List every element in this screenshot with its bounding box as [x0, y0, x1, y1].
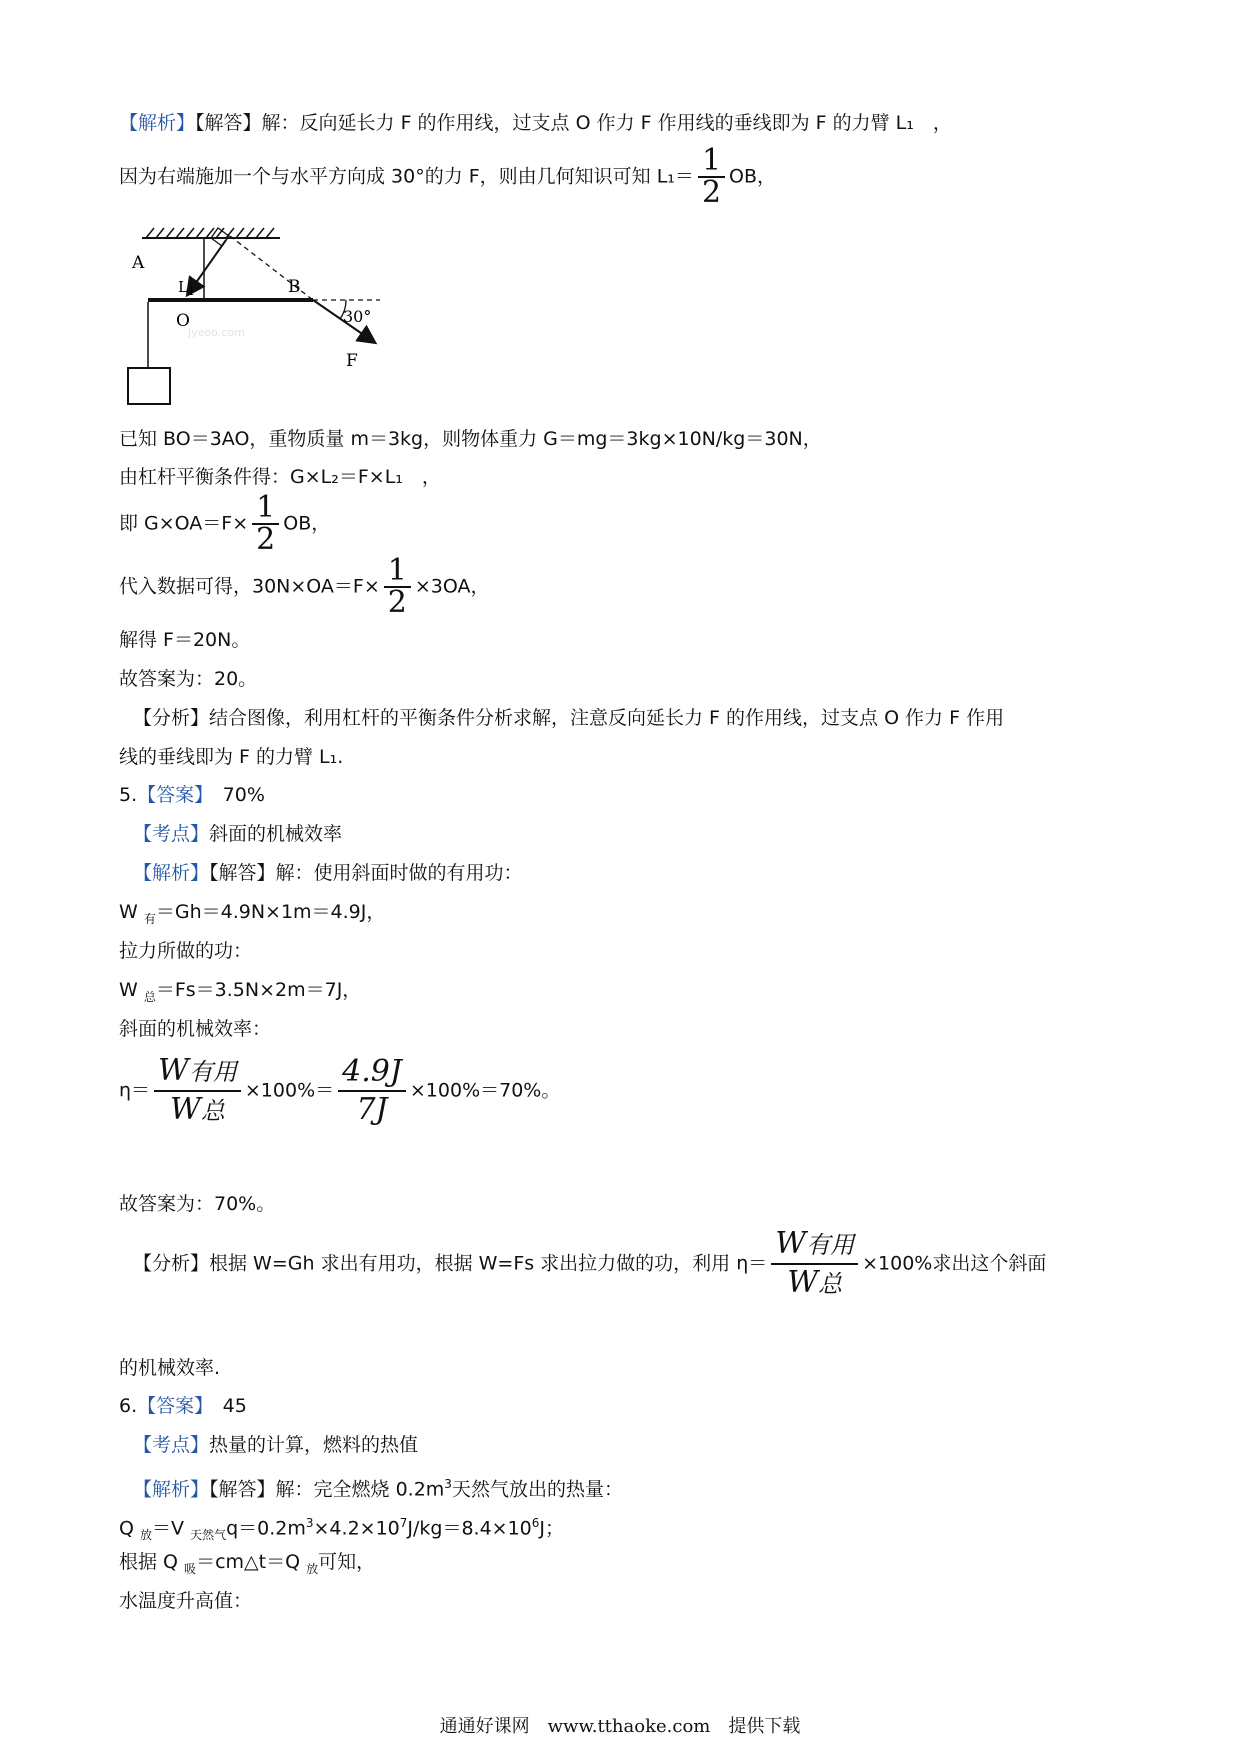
fraction-half: [384, 553, 411, 620]
fraction-denominator: 2: [387, 585, 407, 620]
text: 解：使用斜面时做的有用功：: [275, 862, 523, 884]
text: 因为右端施加一个与水平方向成 30°的力 F，则由几何知识可知 L₁＝: [119, 165, 694, 188]
fraction-denominator: 2: [256, 522, 276, 557]
weight-block: [128, 368, 170, 404]
text: 代入数据可得，30N×OA＝F×: [119, 575, 380, 598]
analysis-line-8: 故答案为：20。: [119, 668, 258, 690]
analysis-line-3: 已知 BO＝3AO，重物质量 m＝3kg，则物体重力 G＝mg＝3kg×10N/kg＝30N，: [119, 428, 822, 450]
question-5-answer: [119, 782, 265, 808]
text: 即 G×OA＝F×: [119, 512, 249, 535]
analysis-line-10: 线的垂线即为 F 的力臂 L₁.: [119, 746, 344, 768]
answer-tag: 【解答】: [195, 112, 262, 134]
analysis-line-4: 由杠杆平衡条件得：G×L₂＝F×L₁ ，: [119, 466, 441, 488]
answer-tag: 【答案】: [137, 1395, 204, 1417]
fraction-numerator: 1: [252, 493, 279, 525]
page-footer: 通通好课网 www.tthaoke.com 提供下载: [439, 1716, 801, 1737]
analysis-tag: 【分析】: [133, 707, 210, 729]
topic-text: 斜面的机械效率: [209, 823, 343, 845]
analysis-tag: 【分析】: [133, 1252, 210, 1275]
question-number: 6.: [119, 1395, 138, 1417]
useful-work-line: W $_有$＝Gh＝4.9N×1m＝4.9J，: [119, 901, 386, 926]
answer-value: 45: [203, 1395, 247, 1417]
text: OB，: [729, 165, 777, 188]
label-f: F: [346, 351, 358, 371]
temperature-rise-label: 水温度升高值：: [119, 1590, 253, 1612]
topic-tag: 【考点】: [133, 1434, 210, 1456]
fraction-half: [698, 143, 725, 210]
analysis-line-1: [119, 110, 952, 136]
fraction-half: [252, 490, 279, 557]
topic-tag: 【考点】: [133, 823, 210, 845]
watermark: Jyeoo.com: [188, 326, 245, 339]
question-6-analysis: 【解析】【解答】解：完全燃烧 $0.2m^3$天然气放出的热量：: [133, 1477, 623, 1501]
fraction-denominator: 2: [701, 175, 722, 210]
answer-tag: 【解答】: [209, 1478, 276, 1501]
fraction-numerator: 1: [384, 556, 411, 588]
question-6-topic: [133, 1432, 418, 1458]
label-a: A: [132, 253, 145, 273]
fraction-w-useful-over-total: $\frac{\text{W有用}}{\text{W总}}$: [154, 1053, 241, 1129]
ceiling: [142, 228, 280, 238]
text: 结合图像，利用杠杆的平衡条件分析求解，注意反向延长力 F 的作用线，过支点 O 作力 F 作用: [209, 707, 1005, 729]
text: OB，: [283, 512, 331, 535]
label-b: B: [288, 277, 301, 297]
pull-work-label: 拉力所做的功：: [119, 940, 253, 962]
summary-continued: 的机械效率.: [119, 1357, 221, 1379]
question-number: 5.: [119, 784, 138, 806]
answer-tag: 【解答】: [209, 862, 276, 884]
topic-text: 热量的计算，燃料的热值: [209, 1434, 419, 1456]
extension-line: [230, 236, 313, 300]
answer-70-line: 故答案为：70%。: [119, 1193, 276, 1215]
analysis-line-6: [119, 553, 490, 620]
question-5-summary: 【分析】根据 W=Gh 求出有用功，根据 W=Fs 求出拉力做的功，利用 η＝ $\frac{\text{W有用}}{\text{W总}}$ ×100%求出这个斜面: [133, 1226, 1047, 1300]
fraction-values: $\frac{4.9J}{7J}$: [338, 1054, 406, 1128]
total-work-line: W $_总$＝Fs＝3.5N×2m＝7J，: [119, 979, 362, 1004]
analysis-line-9: [133, 705, 1004, 731]
analysis-line-2: [119, 143, 777, 210]
lever-diagram: [118, 218, 438, 408]
fraction-numerator: 1: [698, 146, 725, 178]
label-angle: 30°: [343, 307, 372, 326]
heat-absorbed-line: 根据 Q $_吸$＝cm△t＝Q $_放$可知，: [119, 1551, 376, 1576]
text: ×3OA，: [414, 575, 490, 598]
text: 解：反向延长力 F 的作用线，过支点 O 作力 F 作用线的垂线即为 F 的力臂 L₁ ，: [261, 112, 952, 134]
lever-bar: [148, 298, 313, 302]
analysis-tag: 【解析】: [119, 112, 196, 134]
analysis-line-7: 解得 F＝20N。: [119, 629, 251, 651]
answer-value: 70%: [203, 784, 265, 806]
question-5-topic: [133, 821, 342, 847]
analysis-tag: 【解析】: [133, 862, 210, 884]
heat-released-line: Q $_放$＝V $_{天然气}q=0.2m^3\times 4.2\times 10^7J/kg=8.4\times 10^6J$；: [119, 1516, 565, 1543]
question-6-answer: [119, 1393, 247, 1419]
label-o-text: O: [176, 311, 190, 331]
answer-tag: 【答案】: [137, 784, 204, 806]
analysis-line-5: [119, 490, 331, 557]
question-5-analysis: [133, 860, 523, 886]
label-l1: $L_1$: [178, 278, 195, 298]
analysis-tag: 【解析】: [133, 1478, 210, 1501]
efficiency-formula: η＝ $\frac{\text{W有用}}{\text{W总}}$ ×100%＝ $\frac{4.9J}{7J}$ ×100%＝70%。: [119, 1053, 561, 1127]
fraction-w-useful-over-total: $\frac{\text{W有用}}{\text{W总}}$: [771, 1226, 858, 1302]
efficiency-label: 斜面的机械效率：: [119, 1018, 272, 1040]
